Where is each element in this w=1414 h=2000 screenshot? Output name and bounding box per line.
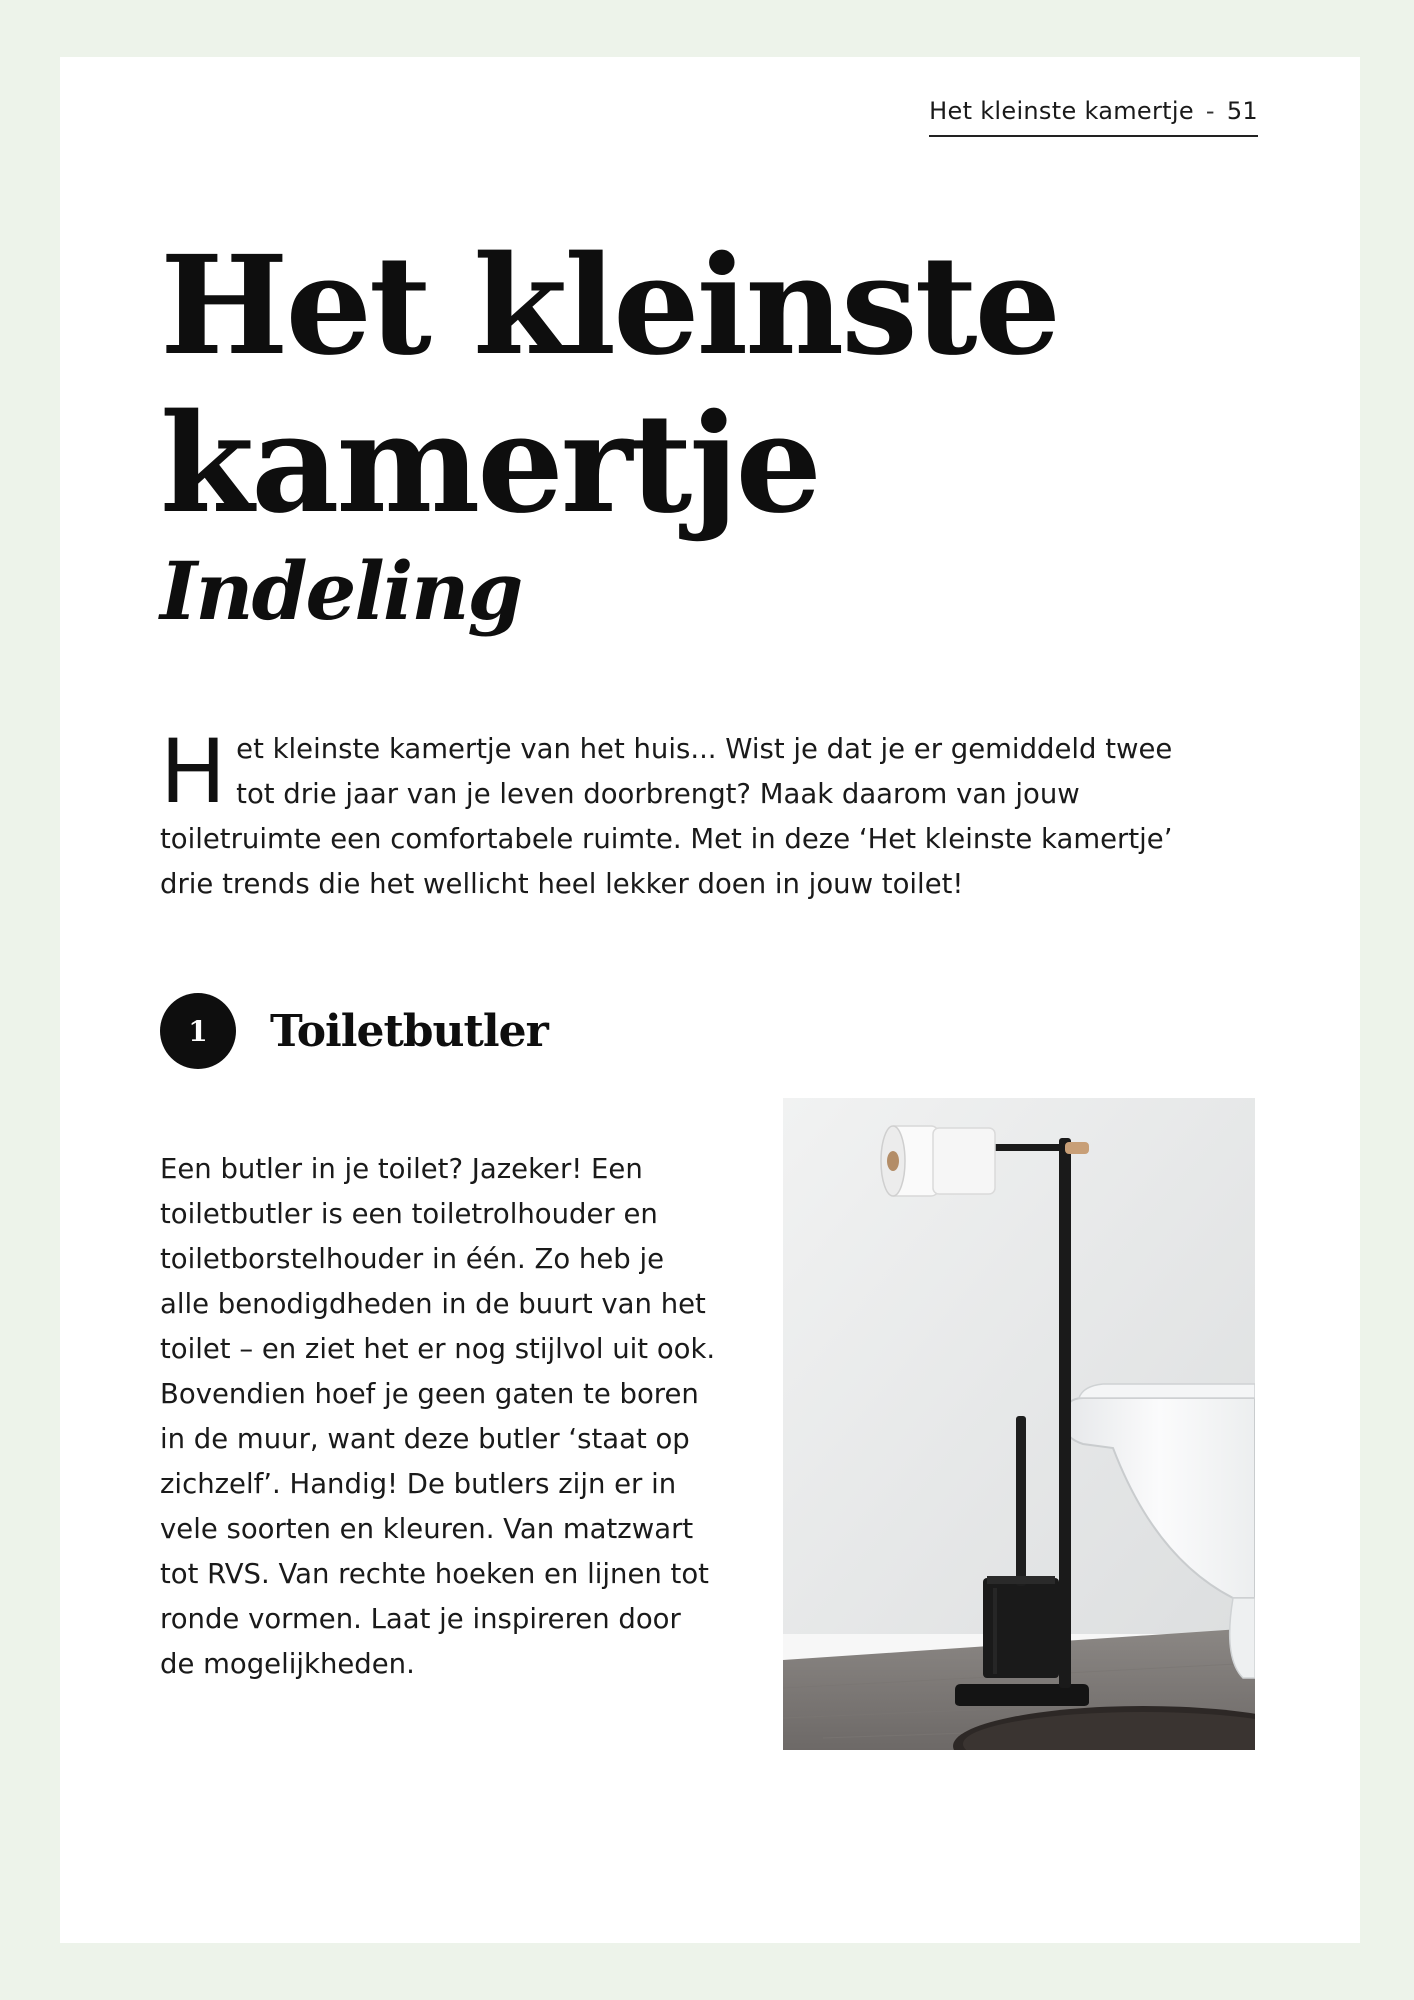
section-title: Toiletbutler <box>270 1005 548 1057</box>
toiletbutler-photo <box>783 1098 1255 1750</box>
page-title <box>160 227 1058 543</box>
page-subtitle: Indeling <box>160 544 522 638</box>
section-number: 1 <box>188 1014 208 1048</box>
intro-paragraph <box>160 720 1200 907</box>
drop-cap: H <box>160 720 227 823</box>
title-line-2: kamertje <box>160 384 819 544</box>
title-line-1: Het kleinste <box>160 226 1059 386</box>
section-number-badge <box>160 993 236 1069</box>
section-body: Een butler in je toilet? Jazeker! Een toiletbutler is een toiletrolhouder en toiletborstelhouder in één. Zo heb je alle benodigdheden in de buurt van het toilet – en ziet het er nog stijlvol uit ook. Bovendien hoef je geen gaten te boren in de muur, want deze butler ‘staat op zichzelf’. Handig! De butlers zijn er in vele soorten en kleuren. Van matzwart tot RVS. Van rechte hoeken en lijnen tot ronde vormen. Laat je inspireren door de mogelijkheden. <box>160 1153 716 1680</box>
running-header <box>929 97 1258 137</box>
running-title: Het kleinste kamertje <box>929 97 1194 125</box>
header-separator: - <box>1205 97 1215 125</box>
toiletbutler-illustration <box>783 1098 1255 1750</box>
magazine-page <box>60 57 1360 1943</box>
page-number: 51 <box>1226 97 1258 125</box>
intro-text: et kleinste kamertje van het huis... Wist je dat je er gemiddeld twee tot drie jaar van je leven doorbrengt? Maak daarom van jouw toiletruimte een comfortabele ruimte. Met in deze ‘Het kleinste kamertje’ drie trends die het wellicht heel lekker doen in jouw toilet! <box>160 733 1173 900</box>
section-heading <box>160 993 548 1069</box>
